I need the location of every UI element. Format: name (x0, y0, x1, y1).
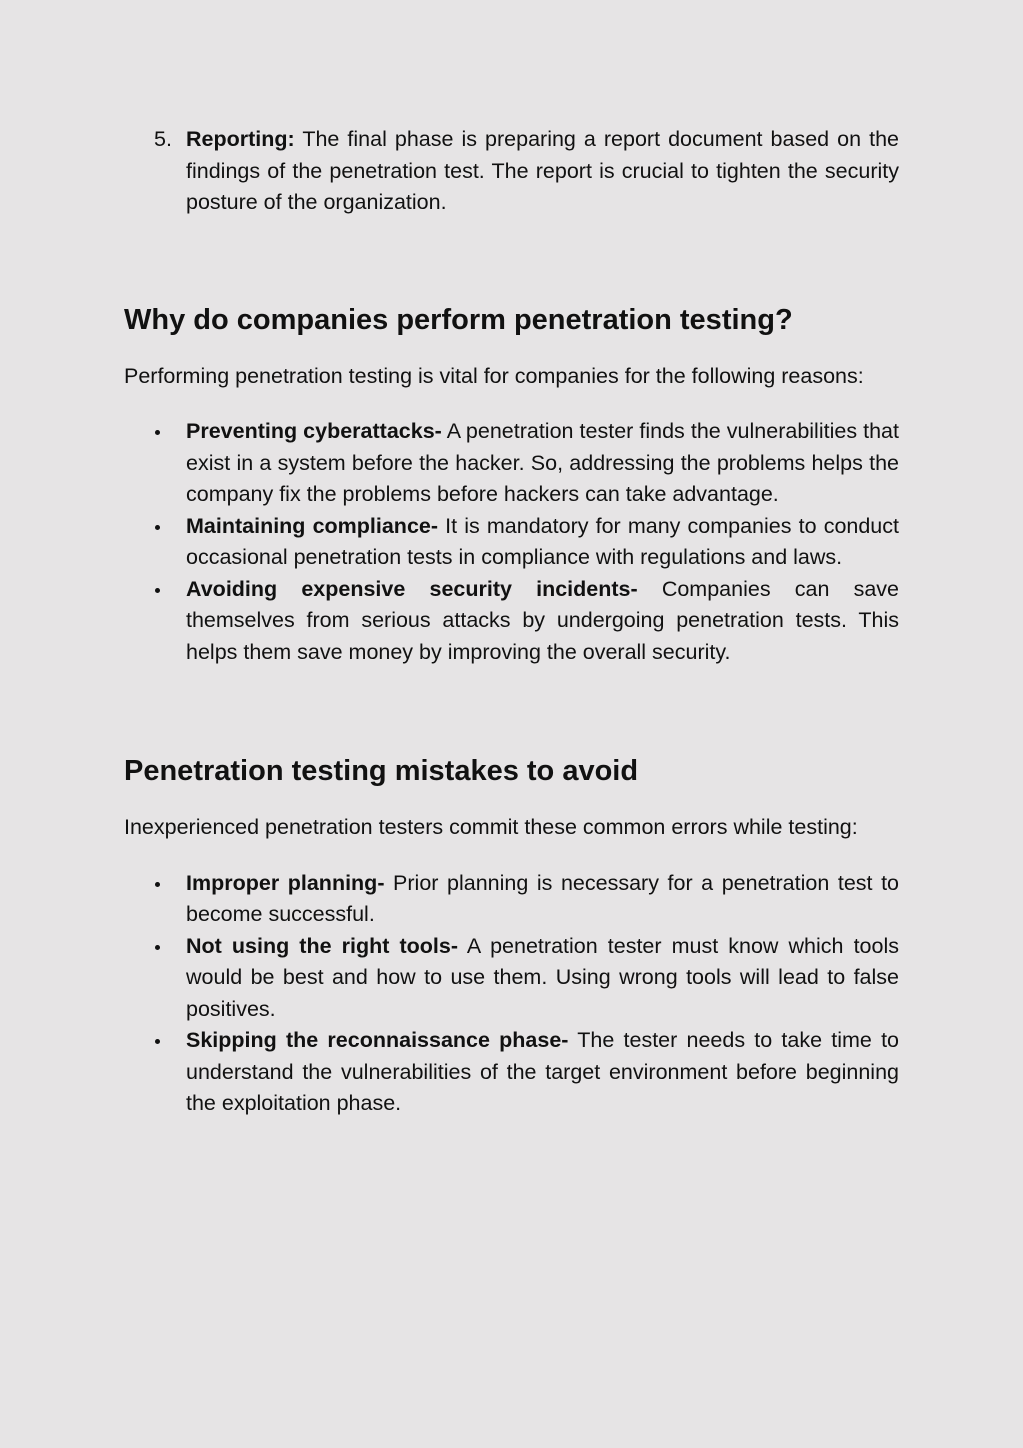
list-item-text: The tester needs to take time to understand the vulnerabilities of the target environment before beginning the exploitation phase. (186, 1028, 899, 1115)
list-item-term: Not using the right tools- (186, 933, 458, 958)
list-item-text: Companies can save themselves from serious attacks by undergoing penetration tests. This helps them save money by improving the overall security. (186, 576, 899, 664)
list-number: 5. (154, 127, 172, 151)
list-item-term: Maintaining compliance- (186, 513, 439, 538)
list-item (124, 416, 899, 511)
bullet-list (124, 868, 899, 1120)
section-intro: Inexperienced penetration testers commit these common errors while testing: (124, 815, 858, 839)
section-intro: Performing penetration testing is vital for companies for the following reasons: (124, 363, 864, 388)
list-item (124, 574, 899, 669)
section-heading: Penetration testing mistakes to avoid (124, 755, 639, 787)
list-item (124, 511, 899, 574)
list-item-text: A penetration tester finds the vulnerabilities that exist in a system before the hacker. So, addressing the problems helps the company fix the problems before hackers can take advantage. (186, 419, 899, 506)
list-item (124, 931, 899, 1026)
section-heading: Why do companies perform penetration testing? (124, 303, 793, 336)
document-page (124, 124, 899, 1120)
list-item (124, 124, 899, 219)
list-item-term: Improper planning- (186, 870, 385, 895)
list-item-text: Prior planning is necessary for a penetration test to become successful. (186, 870, 899, 926)
bullet-icon (155, 525, 160, 530)
list-item-text: It is mandatory for many companies to conduct occasional penetration tests in compliance with regulations and laws. (186, 513, 899, 569)
list-item-term: Reporting: (186, 127, 295, 151)
list-item-term: Preventing cyberattacks- (186, 419, 442, 443)
bullet-icon (155, 430, 160, 435)
bullet-icon (155, 1039, 160, 1044)
list-item-text: A penetration tester must know which tools would be best and how to use them. Using wrong tools will lead to false positives. (186, 933, 899, 1021)
bullet-icon (155, 588, 160, 593)
list-item (124, 1025, 899, 1120)
bullet-icon (155, 882, 160, 887)
bullet-icon (155, 945, 160, 950)
list-item (124, 868, 899, 931)
list-item-term: Avoiding expensive security incidents- (186, 576, 638, 601)
list-item-term: Skipping the reconnaissance phase- (186, 1028, 569, 1052)
list-item-text: The final phase is preparing a report document based on the findings of the penetration test. The report is crucial to tighten the security posture of the organization. (186, 127, 899, 214)
numbered-list (124, 124, 899, 219)
bullet-list (124, 416, 899, 668)
